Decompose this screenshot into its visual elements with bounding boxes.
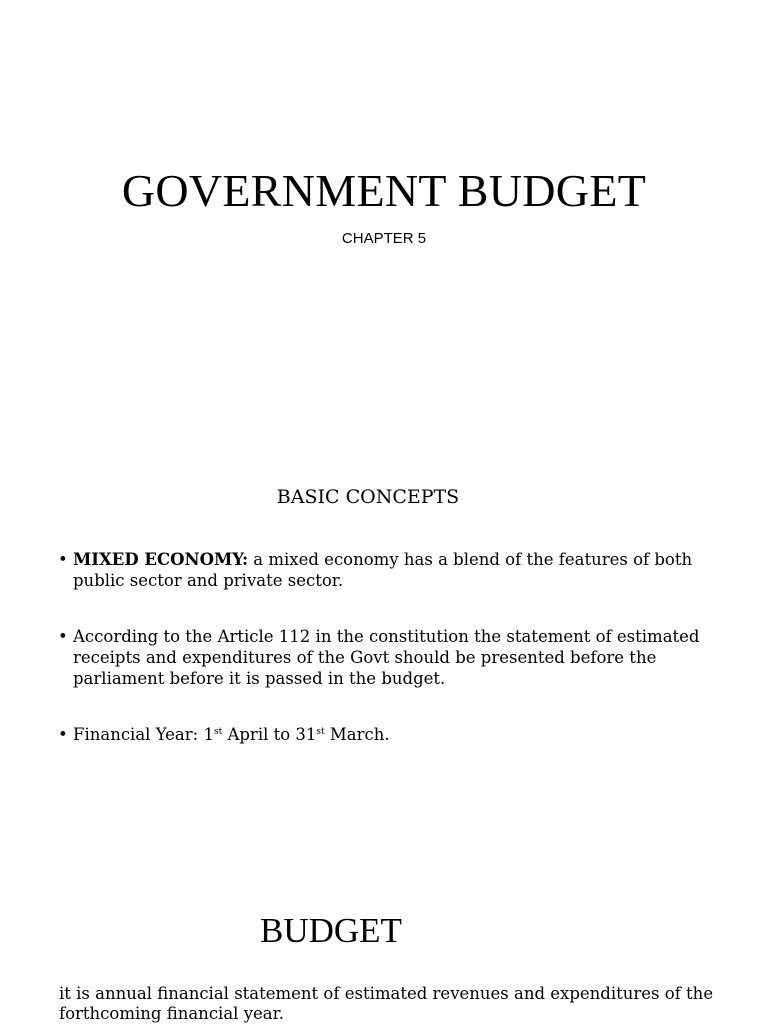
- bullet-icon: •: [58, 550, 68, 569]
- bullet-icon: •: [58, 725, 68, 744]
- list-item-mixed-economy: [58, 549, 728, 591]
- list-item-financial-year: [58, 724, 728, 745]
- ordinal-suffix: st: [316, 727, 325, 737]
- financial-year-prefix: Financial Year: 1: [73, 725, 214, 744]
- mixed-economy-text: a mixed economy has a blend of the features of both public sector and private sector.: [73, 550, 693, 590]
- financial-year-middle: April to 31: [222, 725, 317, 744]
- ordinal-suffix: st: [213, 727, 223, 737]
- list-item-article-112: [58, 626, 728, 689]
- budget-definition: it is annual financial statement of estimated revenues and expenditures of the forthcoming financial year.: [59, 984, 714, 1023]
- slide-subtitle: CHAPTER 5: [341, 230, 427, 247]
- slide-title: GOVERNMENT BUDGET: [121, 165, 647, 216]
- bullet-icon: •: [58, 627, 68, 646]
- budget-heading: BUDGET: [260, 911, 402, 950]
- concepts-list: [58, 549, 728, 745]
- article-112-text: According to the Article 112 in the constitution the statement of estimated receipts and expenditures of the Govt should be presented before the parliament before it is passed in the budget.: [73, 627, 700, 688]
- mixed-economy-term: MIXED ECONOMY:: [73, 550, 249, 569]
- basic-concepts-heading: BASIC CONCEPTS: [276, 486, 460, 508]
- financial-year-suffix: March.: [324, 725, 390, 744]
